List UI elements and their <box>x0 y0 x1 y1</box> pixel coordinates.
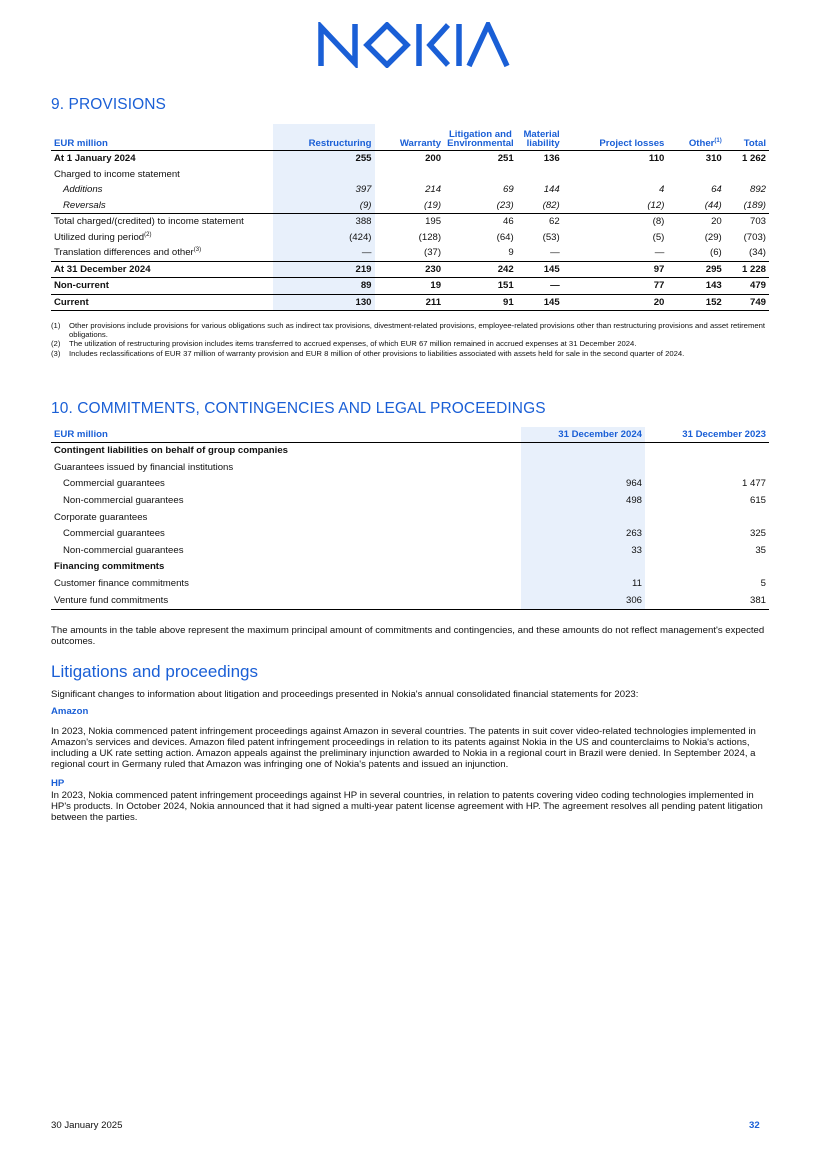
value-cell: (29) <box>704 231 722 243</box>
value-cell: 479 <box>749 280 766 292</box>
row-label: Non-commercial guarantees <box>63 544 184 556</box>
value-cell: (8) <box>652 216 665 228</box>
value-cell: 20 <box>711 216 722 228</box>
value-cell: 69 <box>503 184 514 196</box>
provisions-header-row <box>51 124 769 151</box>
value-cell: (424) <box>273 230 375 246</box>
commitments-table <box>51 427 769 610</box>
value-cell: 9 <box>508 247 514 259</box>
col-header: EUR million <box>54 138 108 149</box>
value-cell: (82) <box>542 199 560 211</box>
value-2023 <box>645 443 769 460</box>
col-header: Restructuring <box>273 124 375 151</box>
value-2023 <box>645 460 769 477</box>
hp-heading: HP <box>51 778 65 789</box>
nokia-logo <box>318 22 512 68</box>
row-label: Venture fund commitments <box>54 594 169 606</box>
value-cell: — <box>654 247 665 259</box>
row-label-cell <box>51 198 273 214</box>
litigation-title: Litigations and proceedings <box>51 662 258 681</box>
value-cell: — <box>273 245 375 261</box>
value-cell: 242 <box>497 263 514 275</box>
footnote-text: Other provisions include provisions for various obligations such as indirect tax provisions, divestment-related provisions, employee-related provisions other than restructuring provisions and asset retirement obligations. <box>69 321 766 340</box>
footnote-text: Includes reclassifications of EUR 37 million of warranty provision and EUR 8 million of other provisions to liabilities associated with assets held for sale in the second quarter of 2024. <box>69 348 685 358</box>
row-label: Non-commercial guarantees <box>63 495 184 507</box>
value-cell: 151 <box>497 280 514 292</box>
value-cell: 20 <box>653 296 665 308</box>
value-cell: — <box>550 280 560 292</box>
value-2024: 263 <box>521 526 645 543</box>
value-cell: (703) <box>743 231 766 243</box>
commitments-row <box>51 592 769 609</box>
value-cell: (37) <box>424 247 442 259</box>
value-cell <box>375 167 445 183</box>
page-number: 32 <box>749 1120 760 1131</box>
row-label: Financing commitments <box>54 561 165 573</box>
col-header: Project losses <box>599 138 665 149</box>
row-label-cell <box>51 261 273 278</box>
row-label: At 1 January 2024 <box>54 153 136 165</box>
value-cell: (9) <box>273 198 375 214</box>
provisions-table <box>51 124 769 311</box>
provisions-footnotes <box>51 321 771 358</box>
value-cell: (44) <box>704 199 722 211</box>
row-label: Charged to income statement <box>54 168 180 180</box>
footnote <box>51 321 771 339</box>
col-header: 31 December 2023 <box>682 428 766 440</box>
provisions-row <box>51 261 769 278</box>
value-2023: 615 <box>749 495 766 507</box>
value-cell <box>444 167 517 183</box>
commitments-row <box>51 476 769 493</box>
value-cell: 97 <box>653 263 665 275</box>
value-2023 <box>645 509 769 526</box>
value-cell: 1 228 <box>741 263 766 275</box>
value-cell: (23) <box>496 199 514 211</box>
provisions-row <box>51 182 769 198</box>
row-label: Commercial guarantees <box>63 478 165 490</box>
provisions-row <box>51 214 769 230</box>
value-cell: 110 <box>648 153 665 165</box>
provisions-row <box>51 245 769 261</box>
value-cell: 195 <box>425 216 442 228</box>
row-label-cell <box>51 214 273 230</box>
row-label: Commercial guarantees <box>63 528 165 540</box>
value-2023: 35 <box>755 544 766 556</box>
value-cell: 219 <box>273 261 375 278</box>
value-cell: (53) <box>542 231 560 243</box>
value-cell: (189) <box>743 199 766 211</box>
value-cell: 397 <box>273 182 375 198</box>
value-cell: (128) <box>418 231 442 243</box>
row-label-cell <box>51 182 273 198</box>
col-header: Litigation and Environmental <box>447 129 514 149</box>
col-header: EUR million <box>54 428 108 440</box>
value-cell: 310 <box>705 153 722 165</box>
footnote-number: (3) <box>51 348 61 358</box>
row-label: Total charged/(credited) to income statement <box>54 216 244 228</box>
provisions-row <box>51 230 769 246</box>
footnote <box>51 339 771 348</box>
commitments-row <box>51 460 769 477</box>
value-cell: 749 <box>749 296 766 308</box>
value-cell <box>667 167 724 183</box>
value-2023: 5 <box>760 578 766 590</box>
commitments-row <box>51 559 769 576</box>
footnote-number: (2) <box>51 339 61 349</box>
value-cell: 46 <box>503 216 514 228</box>
amazon-text: In 2023, Nokia commenced patent infringement proceedings against Amazon in several countries. The patents in suit cover video-related technologies implemented in Amazon's services and devices. Amazon filed patent infringement proceedings in relation to its patents against Nokia in the US and counterclaims to Nokia's actions, including a UK rate setting action. Amazon appeals against the preliminary injunction awarded to Nokia in a regional court in Brazil were denied. In September 2024, a regional court in Germany ruled that Amazon was infringing one of Nokia's patents and issued an injunction. <box>51 726 756 770</box>
col-header-label: Other <box>688 138 715 149</box>
value-cell: 214 <box>425 184 442 196</box>
value-cell: 1 262 <box>741 153 766 165</box>
value-cell: 295 <box>705 263 722 275</box>
value-cell: (34) <box>748 247 766 259</box>
value-2024: 33 <box>521 543 645 560</box>
value-cell <box>563 167 668 183</box>
value-2024: 498 <box>521 493 645 510</box>
footnote-number: (1) <box>51 321 61 330</box>
commitments-row <box>51 526 769 543</box>
row-label: At 31 December 2024 <box>54 263 151 275</box>
value-2023: 381 <box>749 594 766 606</box>
value-cell: 77 <box>653 280 665 292</box>
value-cell: 4 <box>659 184 665 196</box>
provisions-row <box>51 151 769 167</box>
row-label: Additions <box>63 184 103 196</box>
row-label: Current <box>54 296 89 308</box>
row-label: Customer finance commitments <box>54 578 189 590</box>
section-title-provisions: 9. PROVISIONS <box>51 96 166 113</box>
value-cell: — <box>550 247 560 259</box>
value-cell: 211 <box>425 296 442 308</box>
value-cell: 255 <box>273 151 375 167</box>
section-title-commitments: 10. COMMITMENTS, CONTINGENCIES AND LEGAL PROCEEDINGS <box>51 400 546 417</box>
row-label-cell <box>51 245 273 261</box>
value-cell: 892 <box>749 184 766 196</box>
provisions-row <box>51 278 769 295</box>
value-cell: 89 <box>273 278 375 295</box>
row-label: Translation differences and other <box>54 247 194 259</box>
footnote-text: The utilization of restructuring provision includes items transferred to accrued expenses, of which EUR 67 million remained in accrued expenses at 31 December 2024. <box>69 339 637 349</box>
value-cell: 145 <box>543 296 560 308</box>
value-cell: (19) <box>424 199 442 211</box>
col-header-other <box>667 124 724 151</box>
value-cell <box>725 167 769 183</box>
col-header: Total <box>743 138 766 149</box>
row-label: Contingent liabilities on behalf of group companies <box>54 445 288 457</box>
amazon-heading: Amazon <box>51 706 89 717</box>
col-header: Warranty <box>399 138 442 149</box>
value-cell: 91 <box>503 296 514 308</box>
value-cell: 130 <box>273 294 375 311</box>
value-cell: 145 <box>543 263 560 275</box>
value-cell: 230 <box>425 263 442 275</box>
value-2023 <box>645 559 769 576</box>
row-label: Non-current <box>54 280 109 292</box>
value-cell: 143 <box>705 280 722 292</box>
row-label-cell <box>51 151 273 167</box>
row-label: Utilized during period <box>54 231 145 243</box>
row-label: Corporate guarantees <box>54 511 148 523</box>
value-cell: (12) <box>647 199 665 211</box>
value-2024: 306 <box>521 592 645 609</box>
row-label-cell <box>51 294 273 311</box>
provisions-row <box>51 198 769 214</box>
commitments-row <box>51 443 769 460</box>
value-2024 <box>521 559 645 576</box>
value-cell: 62 <box>549 216 560 228</box>
commitments-row <box>51 576 769 593</box>
value-2024 <box>521 460 645 477</box>
value-cell: 144 <box>543 184 560 196</box>
commitments-note: The amounts in the table above represent the maximum principal amount of commitments and contingencies, and these amounts do not reflect management's expected outcomes. <box>51 625 765 647</box>
row-label: Guarantees issued by financial institutions <box>54 461 234 473</box>
footnote-ref: (2) <box>144 231 152 238</box>
value-cell: 703 <box>749 216 766 228</box>
value-cell: (6) <box>710 247 722 259</box>
litigation-intro: Significant changes to information about litigation and proceedings presented in Nokia's annual consolidated financial statements for 2023: <box>51 689 639 700</box>
value-cell: 200 <box>425 153 442 165</box>
row-label-cell <box>51 167 273 183</box>
commitments-row <box>51 543 769 560</box>
value-2023: 1 477 <box>741 478 766 490</box>
value-2024 <box>521 443 645 460</box>
provisions-row <box>51 167 769 183</box>
value-cell: (5) <box>652 231 665 243</box>
commitments-header-row <box>51 427 769 443</box>
row-label-cell <box>51 230 273 246</box>
value-cell: 251 <box>497 153 514 165</box>
hp-text: In 2023, Nokia commenced patent infringement proceedings against HP in several countries, in relation to patents covering video coding technologies implemented in HP's products. In October 2024, Nokia announced that it had signed a multi-year patent license agreement with HP. The agreement resolves all pending patent litigation between the parties. <box>51 790 763 823</box>
value-2024: 964 <box>521 476 645 493</box>
col-header: Material liability <box>523 129 560 149</box>
footnote-ref: (3) <box>193 247 202 254</box>
value-cell: (64) <box>496 231 514 243</box>
footer-date: 30 January 2025 <box>51 1120 123 1131</box>
value-cell <box>273 167 375 183</box>
row-label-cell <box>51 278 273 295</box>
commitments-row <box>51 493 769 510</box>
value-2024: 11 <box>521 576 645 593</box>
value-cell: 19 <box>430 280 442 292</box>
value-2023: 325 <box>749 528 766 540</box>
footnote-ref: (1) <box>714 137 722 144</box>
provisions-row <box>51 294 769 311</box>
value-cell: 152 <box>705 296 722 308</box>
value-cell: 64 <box>711 184 722 196</box>
commitments-row <box>51 509 769 526</box>
footnote <box>51 349 771 358</box>
value-cell <box>517 167 563 183</box>
value-cell: 388 <box>273 214 375 230</box>
value-cell: 136 <box>543 153 560 165</box>
value-2024 <box>521 509 645 526</box>
col-header: 31 December 2024 <box>521 427 645 443</box>
row-label: Reversals <box>63 199 106 211</box>
